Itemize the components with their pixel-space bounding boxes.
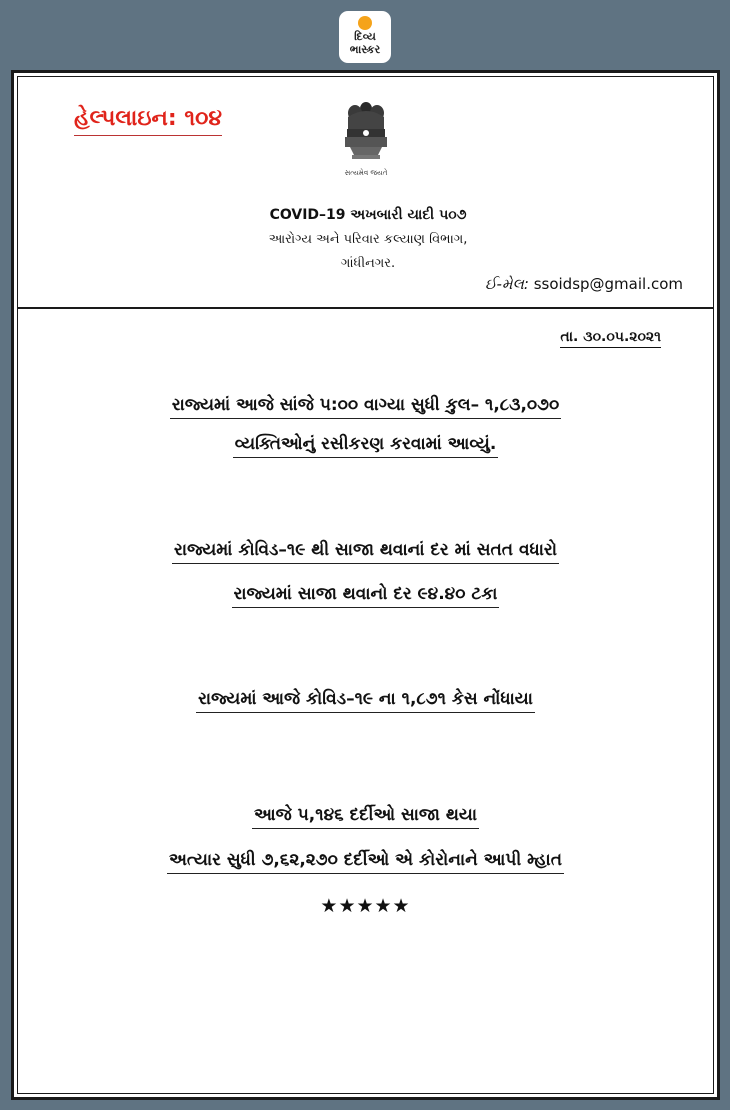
helpline-number: હેલ્પલાઇન: ૧૦૪ <box>74 105 222 136</box>
headline-vaccination-1 <box>18 395 713 415</box>
email-address: ssoidsp@gmail.com <box>533 275 683 293</box>
headline-recovered-today <box>18 805 713 825</box>
headline-text: રાજ્યમાં આજે કોવિડ–૧૯ ના ૧,૮૭૧ કેસ નોંધાયા <box>196 689 535 713</box>
press-release-document <box>11 70 720 1100</box>
department-name: આરોગ્ય અને પરિવાર કલ્યાણ વિભાગ, <box>268 232 468 247</box>
headline-recovery-rate <box>18 584 713 604</box>
headline-text: રાજ્યમાં સાજા થવાનો દર ૯૪.૪૦ ટકા <box>232 584 500 608</box>
headline-total-recovered <box>18 850 713 870</box>
headline-new-cases <box>18 689 713 709</box>
city-name: ગાંધીનગર. <box>340 256 396 271</box>
headline-text: રાજ્યમાં કોવિડ–૧૯ થી સાજા થવાનાં દર માં સતત વધારો <box>172 540 559 564</box>
headline-recovery-rate-increase <box>18 540 713 560</box>
headline-vaccination-2 <box>18 434 713 454</box>
logo-text-line1: દિવ્ય <box>354 30 376 43</box>
headline-text: અત્યાર સુધી ૭,૬૨,૨૭૦ દર્દીઓ એ કોરોનાને આપી મ્હાત <box>167 850 564 874</box>
release-date: તા. ૩૦.૦૫.૨૦૨૧ <box>560 329 661 348</box>
press-release-title: COVID–19 અખબારી યાદી ૫૦૭ <box>269 207 467 223</box>
divya-bhaskar-logo <box>339 11 391 63</box>
email-line <box>485 275 683 293</box>
sun-icon <box>358 16 372 30</box>
header-divider <box>18 307 713 309</box>
headline-text: રાજ્યમાં આજે સાંજે ૫:૦૦ વાગ્યા સુધી કુલ– ૧,૮૩,૦૭૦ <box>170 395 561 419</box>
headline-text: વ્યક્તિઓનું રસીકરણ કરવામાં આવ્યું. <box>233 434 499 458</box>
email-label: ઈ-મેલ: <box>484 275 529 293</box>
headline-text: આજે ૫,૧૪૬ દર્દીઓ સાજા થયા <box>252 805 479 829</box>
national-emblem-icon <box>338 99 394 165</box>
document-inner-border <box>17 76 714 1094</box>
logo-text-line2: ભાસ્કર <box>349 43 381 56</box>
stars-divider: ★★★★★ <box>320 895 411 917</box>
emblem-motto: સત્યમેવ જયતે <box>344 169 388 177</box>
